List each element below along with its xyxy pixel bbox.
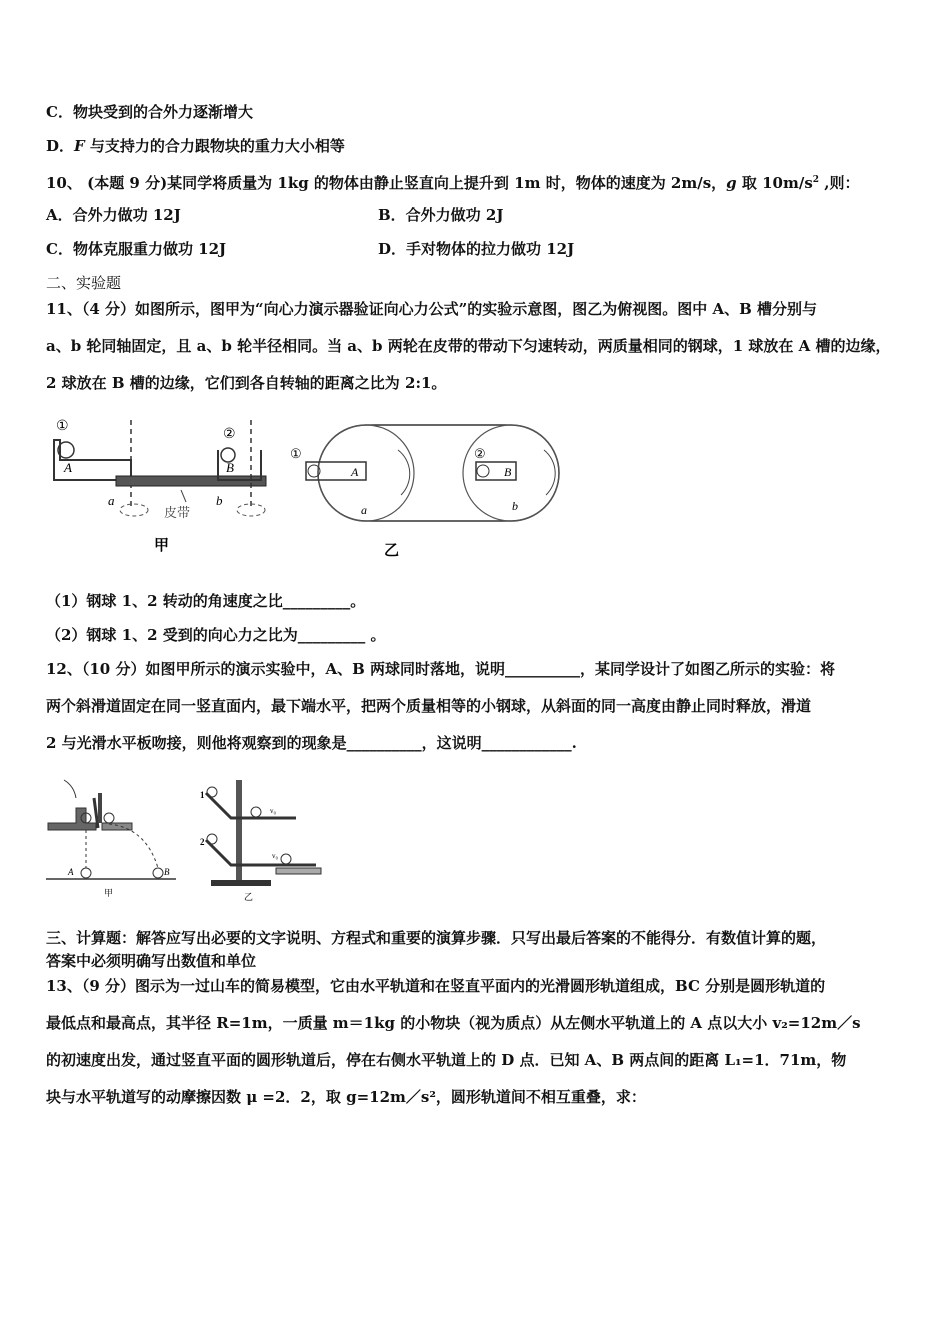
track-2 [206,840,316,865]
q11-fig-wheel-b-top: b [512,499,518,513]
q12-line2: 两个斜滑道固定在同一竖直面内，最下端水平，把两个质量相等的小钢球，从斜面的同一高度由静止同时释放，滑道 [46,697,812,715]
ball-a-ground [81,868,91,878]
section3-line2: 答案中必须明确写出数值和单位 [46,952,257,970]
q9-option-d-label: D． [46,137,75,155]
ball-b-top [104,813,114,823]
ball-track1-end [251,807,261,817]
rotation-a [120,504,148,516]
q12-figure [46,768,326,903]
q10-stem [46,170,860,193]
q12-fig-caption-left: 甲 [104,888,114,898]
ball-2-top [477,465,489,477]
q11-fig-wheel-a-top: a [361,503,367,517]
q10-stem-c: ,则： [819,174,860,192]
q11-fig-ball2-label: ② [223,427,236,442]
q12-fig-point-a: A [68,867,74,877]
q11-line3: 2 球放在 B 槽的边缘，它们到各自转轴的距离之比为 2:1。 [46,374,447,392]
arrow-a-top [398,450,410,495]
q10-stem-a: 10、 (本题 9 分)某同学将质量为 1kg 的物体由静止竖直向上提升到 1m 时，物体的速度为 2m/s， [46,174,727,192]
q12-fig-v0-2: v₀ [272,852,278,860]
q12-line1: 12、（10 分）如图甲所示的演示实验中，A、B 两球同时落地，说明__________，某同学设计了如图乙所示的实验：将 [46,660,836,678]
hammer-arc [64,780,76,798]
q9-option-d-var: F [74,137,85,155]
q11-fig-slot-a: A [64,460,72,475]
arrow-b-top [544,450,555,495]
q11-line1: 11、（4 分）如图所示，图甲为“向心力演示器验证向心力公式”的实验示意图，图乙为俯视图。图中 A、B 槽分别与 [46,300,818,318]
stand-rod [236,780,242,885]
q13-line3: 的初速度出发，通过竖直平面的圆形轨道后，停在右侧水平轨道上的 D 点．已知 A、B 两点间的距离 L₁=1．71m，物 [46,1051,847,1069]
q11-fig-wheel-b-side: b [216,493,223,508]
q13-line4: 块与水平轨道写的动摩擦因数 μ =2．2，取 g=12m／s²，圆形轨道间不相互重叠，求： [46,1088,646,1106]
q13-line2: 最低点和最高点，其半径 R=1m，一质量 m＝1kg 的小物块（视为质点）从左侧水平轨道上的 A 点以大小 v₂=12m／s [46,1014,861,1032]
q11-sub1: （1）钢球 1、2 转动的角速度之比_________。 [46,592,366,610]
section3-line1: 三、计算题：解答应写出必要的文字说明、方程式和重要的演算步骤．只写出最后答案的不能得分．有数值计算的题， [46,929,827,947]
q11-fig-ball1-top: ① [290,446,302,461]
q12-fig-v0-1: v₀ [270,807,276,815]
q13-line1: 13、（9 分）图示为一过山车的简易模型，它由水平轨道和在竖直平面内的光滑圆形轨道组成，BC 分别是圆形轨道的 [46,977,826,995]
q11-fig-caption-left: 甲 [154,536,170,554]
q10-option-c: C．物体克服重力做功 12J [46,240,227,258]
ball-b-ground [153,868,163,878]
q9-option-c: C．物块受到的合外力逐渐增大 [46,103,253,121]
q9-option-d [46,136,345,156]
q11-fig-ball1-label: ① [56,419,69,434]
ball-track1-top [207,787,217,797]
belt-pointer [181,490,186,502]
q11-fig-slot-b-top: B [504,465,512,479]
q11-line2: a、b 轮同轴固定，且 a、b 轮半径相同。当 a、b 两轮在皮带的带动下匀速转动，两质量相同的钢球，1 球放在 A 槽的边缘， [46,337,891,355]
q12-line3: 2 与光滑水平板吻接，则他将观察到的现象是__________，这说明____________. [46,734,577,752]
section2-title: 二、实验题 [46,274,122,292]
q11-fig-ball2-top: ② [474,446,486,461]
launcher-left [48,808,96,830]
ball-track2-end [281,854,291,864]
q12-fig-track1: 1 [200,790,205,800]
q9-option-d-rest: 与支持力的合力跟物块的重力大小相等 [84,137,345,155]
q11-fig-slot-a-top: A [351,465,359,479]
q11-fig-wheel-a-side: a [108,493,115,508]
q11-fig-belt: 皮带 [164,505,191,520]
horizontal-board [276,868,321,874]
ball-track2-top [207,834,217,844]
q10-stem-b: 取 10m/s [736,174,813,192]
stand-post [98,793,102,823]
projectile-path-b [109,824,158,868]
q12-fig-track2: 2 [200,837,205,847]
q12-fig-point-b: B [164,867,170,877]
q11-figure [46,410,566,560]
q10-option-a: A．合外力做功 12J [46,206,181,224]
q11-fig-caption-right: 乙 [384,543,400,559]
q11-sub2: （2）钢球 1、2 受到的向心力之比为_________ 。 [46,626,386,644]
q10-option-d: D．手对物体的拉力做功 12J [378,240,575,258]
q10-stem-g: g [726,174,737,192]
q12-fig-caption-right: 乙 [244,892,254,902]
q10-option-b: B．合外力做功 2J [378,206,504,224]
q11-fig-slot-b: B [226,460,234,475]
stand-base [211,880,271,886]
q10-stem-sup: 2 [812,175,820,185]
